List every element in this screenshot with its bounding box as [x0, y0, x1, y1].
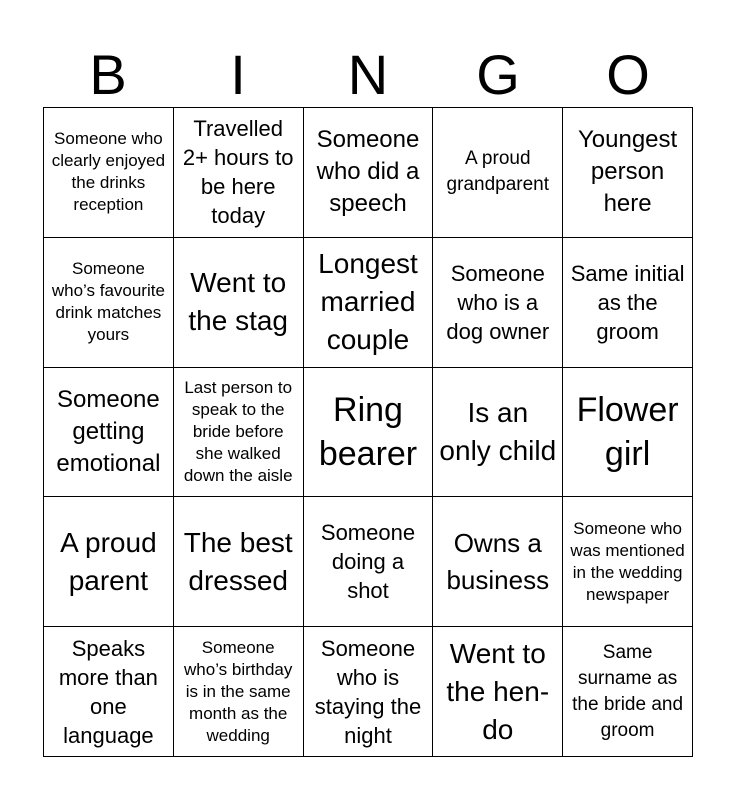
cell-text: Someone who’s birthday is in the same month as the wedding [184, 637, 293, 745]
cell-text: Youngest person here [577, 126, 678, 218]
header-letter-n: N [347, 43, 389, 106]
cell-text: Same initial as the groom [570, 260, 685, 344]
bingo-cell[interactable] [304, 497, 434, 627]
bingo-cell[interactable] [563, 108, 693, 238]
bingo-cell[interactable] [44, 627, 174, 757]
bingo-cell[interactable] [174, 627, 304, 757]
cell-text: Someone getting emotional [56, 385, 161, 477]
cell-text: Someone who is staying the night [314, 635, 422, 748]
cell-text: Someone doing a shot [320, 520, 416, 604]
cell-text: Travelled 2+ hours to be here today [182, 116, 294, 229]
cell-text: Last person to speak to the bride before she walked down the aisle [183, 377, 293, 485]
bingo-cell[interactable] [433, 238, 563, 368]
cell-text: Someone who is a dog owner [446, 260, 550, 344]
bingo-cell[interactable] [304, 108, 434, 238]
bingo-cell[interactable] [304, 368, 434, 498]
bingo-cell[interactable] [174, 238, 304, 368]
bingo-cell[interactable] [563, 497, 693, 627]
cell-text: Went to the stag [188, 267, 289, 337]
bingo-cell[interactable] [433, 497, 563, 627]
cell-text: Someone who did a speech [316, 126, 420, 218]
header-letter-b: B [89, 43, 127, 106]
cell-text: A proud grandparent [446, 148, 550, 196]
bingo-cell[interactable] [44, 368, 174, 498]
cell-text: Speaks more than one language [58, 635, 158, 748]
header-letter-i: I [230, 43, 246, 106]
cell-text: The best dressed [183, 526, 293, 596]
bingo-cell[interactable] [44, 238, 174, 368]
cell-text: Owns a business [446, 527, 550, 595]
bingo-cell[interactable] [563, 627, 693, 757]
bingo-cell[interactable] [44, 497, 174, 627]
cell-text: Went to the hen-do [446, 637, 550, 745]
header-letter-o: O [606, 43, 650, 106]
bingo-cell[interactable] [563, 368, 693, 498]
cell-text: Someone who’s favourite drink matches yours [51, 259, 165, 345]
bingo-header [43, 42, 693, 108]
bingo-cell[interactable] [174, 368, 304, 498]
cell-text: Someone who was mentioned in the wedding newspaper [570, 518, 685, 604]
cell-text: Ring bearer [318, 390, 418, 473]
bingo-cell[interactable] [174, 497, 304, 627]
bingo-cell[interactable] [433, 368, 563, 498]
bingo-cell[interactable] [433, 627, 563, 757]
cell-text: A proud parent [60, 526, 157, 596]
bingo-cell[interactable] [433, 108, 563, 238]
cell-text: Same surname as the bride and groom [572, 641, 684, 741]
bingo-cell[interactable] [174, 108, 304, 238]
bingo-cell[interactable] [563, 238, 693, 368]
bingo-cell[interactable] [304, 238, 434, 368]
bingo-cell[interactable] [304, 627, 434, 757]
cell-text: Flower girl [576, 390, 679, 473]
cell-text: Longest married couple [318, 248, 418, 356]
bingo-cell[interactable] [44, 108, 174, 238]
cell-text: Is an only child [439, 396, 557, 466]
header-letter-g: G [476, 43, 520, 106]
bingo-board [43, 107, 693, 757]
cell-text: Someone who clearly enjoyed the drinks reception [51, 129, 166, 215]
